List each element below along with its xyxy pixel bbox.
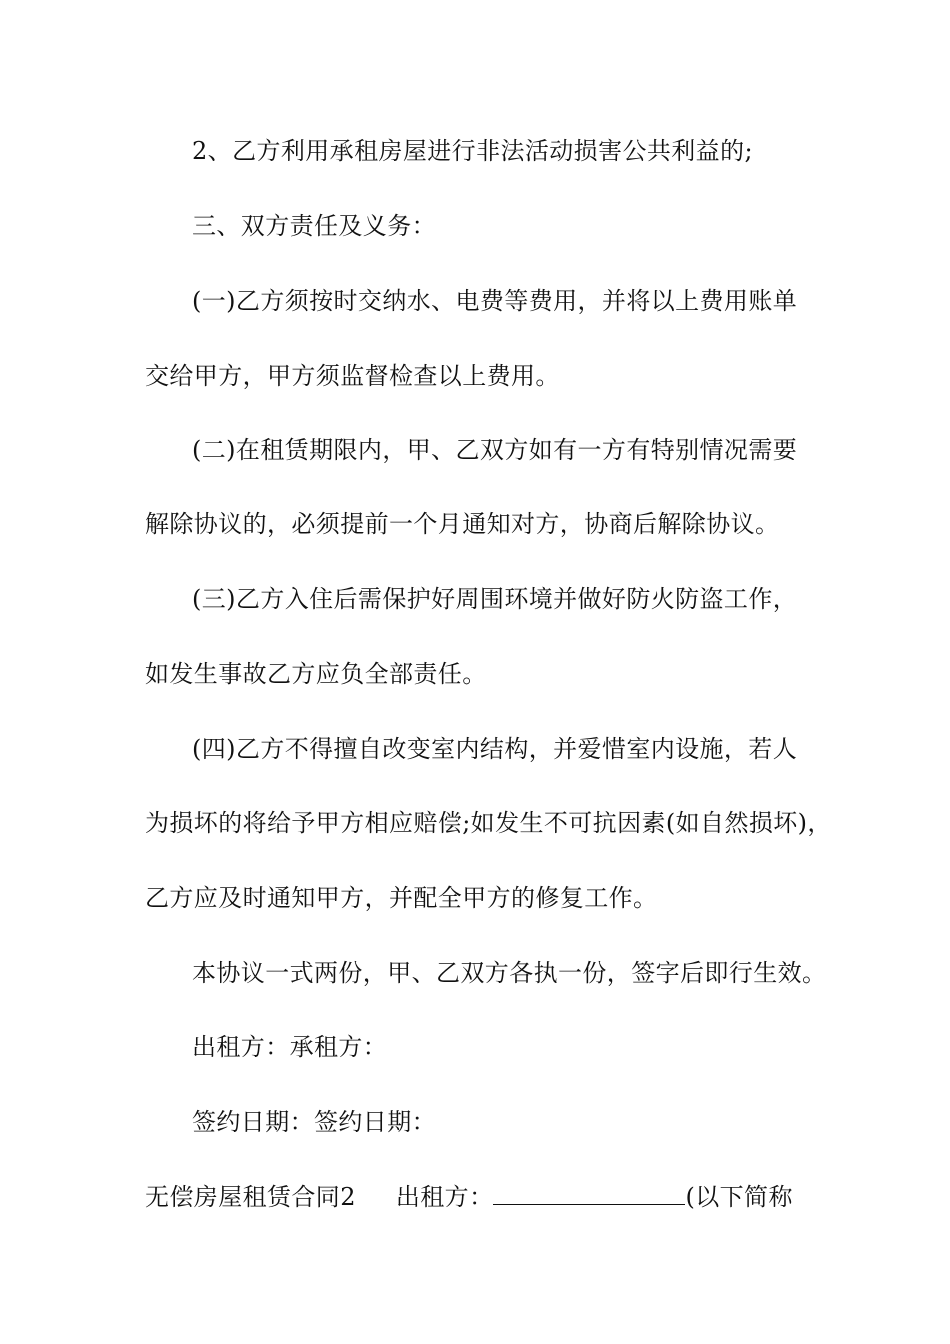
abbreviation-suffix: (以下简称 [685, 1183, 793, 1211]
signature-date-line: 签约日期：签约日期： [192, 1108, 436, 1136]
paragraph-line: 解除协议的，必须提前一个月通知对方，协商后解除协议。 [145, 510, 780, 538]
paragraph-line: 交给甲方，甲方须监督检查以上费用。 [145, 362, 560, 390]
lessor-label: 出租方： [395, 1183, 494, 1211]
signature-parties-line: 出租方：承租方： [192, 1033, 388, 1061]
section-heading: 三、双方责任及义务： [192, 212, 436, 240]
contract-title: 无偿房屋租赁合同2 [145, 1183, 356, 1211]
paragraph-line: 2、乙方利用承租房屋进行非法活动损害公共利益的; [192, 137, 753, 165]
paragraph-line: 本协议一式两份，甲、乙双方各执一份，签字后即行生效。 [192, 959, 827, 987]
paragraph-line: (二)在租赁期限内，甲、乙双方如有一方有特别情况需要 [192, 436, 798, 464]
paragraph-line: (四)乙方不得擅自改变室内结构，并爱惜室内设施，若人 [192, 735, 798, 763]
paragraph-line: 如发生事故乙方应负全部责任。 [145, 660, 487, 688]
next-contract-line [145, 1180, 793, 1213]
paragraph-line: 为损坏的将给予甲方相应赔偿;如发生不可抗因素(如自然损坏)， [145, 809, 832, 837]
paragraph-line: (三)乙方入住后需保护好周围环境并做好防火防盗工作， [192, 585, 798, 613]
fill-in-blank [493, 1180, 685, 1205]
paragraph-line: (一)乙方须按时交纳水、电费等费用，并将以上费用账单 [192, 287, 798, 315]
paragraph-line: 乙方应及时通知甲方，并配全甲方的修复工作。 [145, 884, 658, 912]
